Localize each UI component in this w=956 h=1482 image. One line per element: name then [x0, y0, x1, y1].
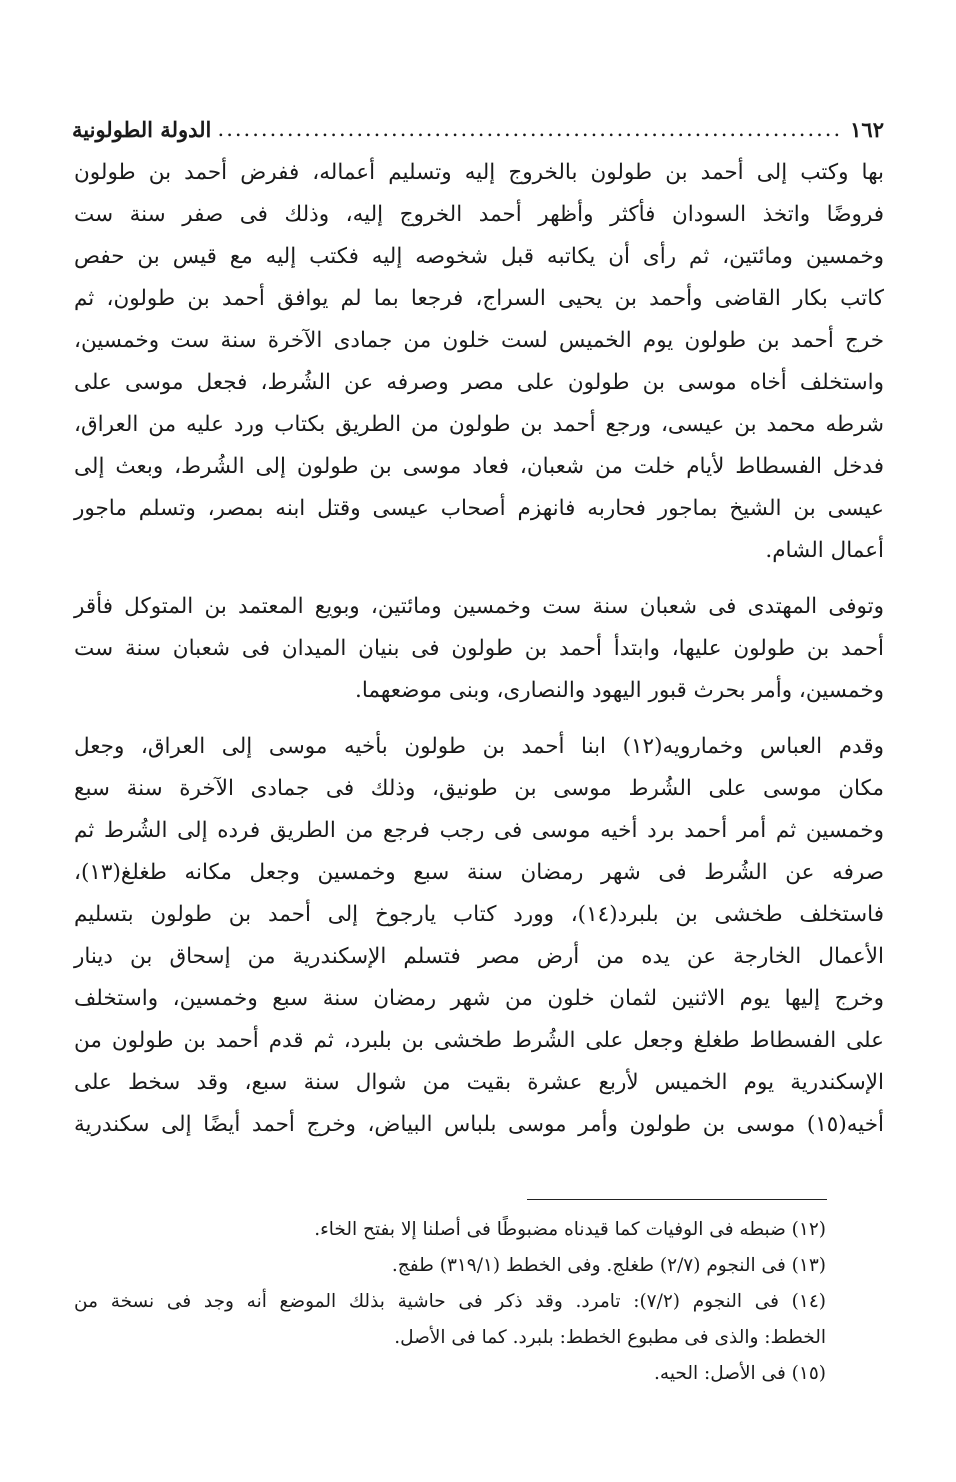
text-line: وخمسين ثم أمر أحمد برد أخيه موسى فى رجب فرجع من الطريق فرده إلى الشُرط ثم	[74, 818, 884, 843]
text-line: الأعمال الخارجة عن يده من أرض مصر فتسلم الإسكندرية من إسحاق بن دينار	[74, 944, 884, 969]
text-line: مكان موسى على الشُرط موسى بن طونيق، وذلك فى جمادى الآخرة سنة سبع	[74, 776, 884, 801]
text-line: وخمسين، وأمر بحرث قبور اليهود والنصارى، وبنى موضعهما.	[355, 678, 884, 703]
text-line: أحمد بن طولون عليها، وابتدأ أحمد بن طولون فى بنيان الميدان فى شعبان سنة ست	[74, 636, 884, 661]
text-line: وقدم العباس وخمارويه(١٢) ابنا أحمد بن طولون بأخيه موسى إلى العراق، وجعل	[74, 734, 884, 759]
text-line: فروضًا واتخذ السودان فأكثر وأظهر أحمد الخروج إليه، وذلك فى صفر سنة ست	[74, 202, 884, 227]
text-line: خرج أحمد بن طولون يوم الخميس لست خلون من جمادى الآخرة سنة ست وخمسين،	[74, 328, 884, 353]
page-number: ١٦٢	[850, 116, 884, 142]
text-line: وخمسين ومائتين، ثم رأى أن يكاتبه قبل شخوصه إليه فكتب إليه مع قيس بن حفص	[74, 244, 884, 269]
text-line: الإسكندرية يوم الخميس لأربع عشرة بقيت من شوال سنة سبع، وقد سخط على	[74, 1070, 884, 1095]
main-text	[74, 152, 884, 1146]
text-line: أخيه(١٥) موسى بن طولون وأمر موسى بلباس البياض، وخرج أحمد أيضًا إلى سكندرية	[74, 1112, 884, 1137]
running-header	[72, 112, 884, 146]
text-line: على الفسطاط طغلغ وجعل على الشُرط طخشى بن بلبرد، ثم قدم أحمد بن طولون من	[74, 1028, 884, 1053]
footnote-14: (١٤) فى النجوم (٧/٢): تامرد. وقد ذكر فى حاشية بذلك الموضع أنه وجد فى نسخة من	[74, 1291, 826, 1312]
text-line: وتوفى المهتدى فى شعبان سنة ست وخمسين ومائتين، وبويع المعتمد بن المتوكل فأقر	[74, 594, 884, 619]
text-line: أعمال الشام.	[765, 538, 884, 563]
footnotes	[74, 1212, 826, 1392]
paragraph-1	[74, 152, 884, 572]
text-line: عيسى بن الشيخ بماجور فحاربه فانهزم أصحاب عيسى وقتل ابنه بمصر، وتسلم ماجور	[74, 496, 884, 521]
paragraph-2	[74, 586, 884, 712]
text-line: وخرج إليها يوم الاثنين لثمان خلون من شهر رمضان سنة سبع وخمسين، واستخلف	[74, 986, 884, 1011]
text-line: بها وكتب إلى أحمد بن طولون بالخروج إليه وتسليم أعماله، ففرض أحمد بن طولون	[74, 160, 884, 185]
leader-dots	[219, 117, 842, 141]
text-line: فدخل الفسطاط لأيام خلت من شعبان، فعاد موسى بن طولون إلى الشُرط، وبعث إلى	[74, 454, 884, 479]
footnote-13: (١٣) فى النجوم (٢/٧) طغلج. وفى الخطط (٣١٩/١) طفج.	[391, 1255, 826, 1276]
text-line: واستخلف أخاه موسى بن طولون على مصر وصرفه عن الشُرط، فجعل موسى على	[74, 370, 884, 395]
running-title: الدولة الطولونية	[72, 116, 212, 142]
text-line: شرطه محمد بن عيسى، ورجع أحمد بن طولون من الطريق بكتاب ورد عليه من العراق،	[74, 412, 884, 437]
footnote-separator	[527, 1199, 827, 1200]
footnote-15: (١٥) فى الأصل: الحيه.	[654, 1363, 826, 1384]
text-line: فاستخلف طخشى بن بلبرد(١٤)، وورد كتاب يارجوخ إلى أحمد بن طولون بتسليم	[74, 902, 884, 927]
footnote-12: (١٢) ضبطه فى الوفيات كما قيدناه مضبوطًا فى أصلنا إلا بفتح الخاء.	[314, 1219, 826, 1240]
text-line: كاتب بكار القاضى وأحمد بن يحيى السراج، فرجعا بما لم يوافق أحمد بن طولون، ثم	[74, 286, 884, 311]
text-line: صرفه عن الشُرط فى شهر رمضان سنة سبع وخمسين وجعل مكانه طغلغ(١٣)،	[74, 860, 884, 885]
paragraph-3	[74, 726, 884, 1146]
footnote-14-continued: الخطط: والذى فى مطبوع الخطط: بلبرد. كما فى الأصل.	[394, 1327, 826, 1348]
